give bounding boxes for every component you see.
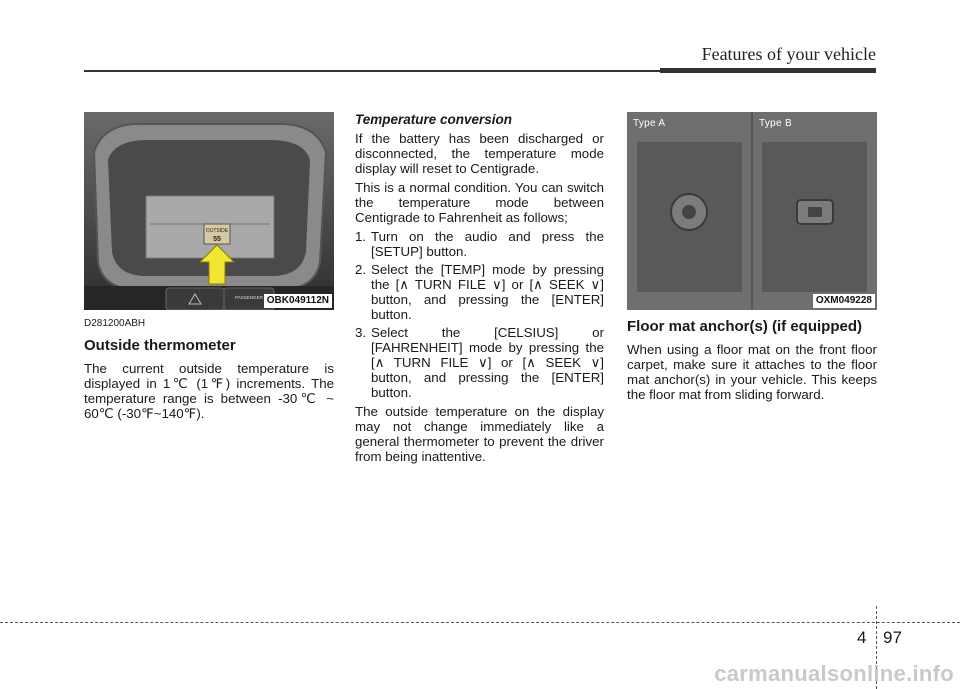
floor-mat-figure	[627, 112, 877, 310]
list-item: 3. Select the [CELSIUS] or [FAHRENHEIT] mode by pressing the [∧ TURN FILE ∨] or [∧ SEEK ∨] button, and pressing the [ENTER] button.	[355, 325, 604, 400]
type-b-label: Type B	[759, 118, 792, 129]
floor-mat-anchor-illustration	[627, 112, 877, 310]
body-paragraph: This is a normal condition. You can switch the temperature mode between Centigrade to Fahrenheit as follows;	[355, 180, 604, 225]
watermark: carmanualsonline.info	[714, 661, 954, 686]
header-title: Features of your vehicle	[701, 44, 876, 64]
body-paragraph: The outside temperature on the display may not change immediately like a general thermometer to prevent the driver from being inattentive.	[355, 404, 604, 464]
figure-code: OXM049228	[813, 294, 875, 308]
steps-list	[355, 229, 604, 400]
section-heading: Outside thermometer	[84, 337, 236, 354]
page-number: 97	[883, 628, 902, 647]
sub-heading: Temperature conversion	[355, 112, 513, 127]
dashboard-display-illustration	[84, 112, 334, 310]
body-paragraph: When using a floor mat on the front floor carpet, make sure it attaches to the floor mat anchor(s) in your vehicle. This keeps the floor mat from sliding forward.	[627, 342, 877, 402]
type-a-label: Type A	[633, 118, 666, 129]
column-2	[355, 112, 604, 468]
display-temperature-value: 55	[213, 236, 221, 243]
display-outside-label: OUTSIDE	[205, 228, 229, 234]
header-rule-accent	[660, 68, 876, 73]
body-paragraph: The current outside temperature is displayed in 1℃ (1℉) increments. The temperature range is between -30℃ ~ 60℃ (-30℉~140℉).	[84, 361, 334, 421]
thermometer-figure	[84, 112, 334, 310]
section-code: D281200ABH	[84, 318, 146, 329]
body-paragraph: If the battery has been discharged or disconnected, the temperature mode display will reset to Centigrade.	[355, 131, 604, 176]
chapter-number: 4	[857, 628, 867, 647]
figure-code: OBK049112N	[264, 294, 332, 308]
footer-rule	[0, 622, 960, 623]
list-item: 1. Turn on the audio and press the [SETUP] button.	[355, 229, 604, 259]
column-3	[627, 112, 877, 406]
passenger-airbag-label: PASSENGER	[235, 295, 263, 300]
section-heading: Floor mat anchor(s) (if equipped)	[627, 318, 862, 335]
column-1	[84, 112, 334, 425]
list-item: 2. Select the [TEMP] mode by pressing the [∧ TURN FILE ∨] or [∧ SEEK ∨] button, and pressing the [ENTER] button.	[355, 262, 604, 322]
